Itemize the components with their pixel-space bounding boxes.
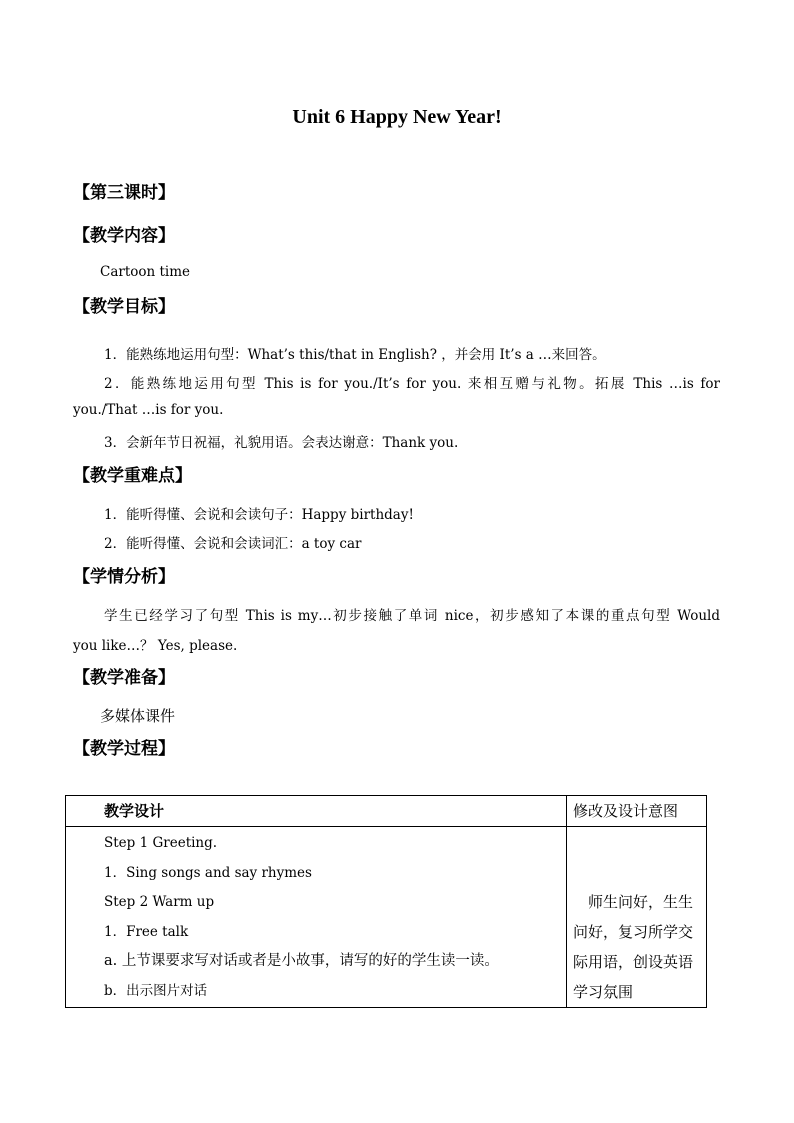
header-notes: 修改及设计意图 (567, 796, 707, 827)
goal-line-2: 2．能熟练地运用句型 This is for you./It’s for you. 来相互赠与礼物。拓展 This …is for (104, 376, 720, 392)
process-table (65, 795, 707, 1008)
prep-text: 多媒体课件 (100, 707, 176, 725)
section-process-heading: 【教学过程】 (73, 739, 175, 759)
notes-cell (567, 827, 707, 1008)
header-design: 教学设计 (66, 796, 567, 827)
goal-line-2-cont: you./That …is for you. (73, 402, 224, 418)
document-title: Unit 6 Happy New Year! (292, 106, 502, 128)
design-line: 1．Sing songs and say rhymes (104, 864, 312, 881)
design-cell (66, 827, 567, 1008)
goal-line-1: 1．能熟练地运用句型：What’s this/that in English? ，并会用 It’s a …来回答。 (104, 347, 606, 363)
section-content-heading: 【教学内容】 (73, 226, 175, 246)
section-lesson-heading: 【第三课时】 (73, 183, 175, 203)
key-point-2: 2．能听得懂、会说和会读词汇：a toy car (104, 536, 362, 552)
content-text: Cartoon time (100, 264, 191, 280)
section-key-heading: 【教学重难点】 (73, 466, 192, 486)
design-line: b．出示图片对话 (104, 982, 208, 999)
section-goals-heading: 【教学目标】 (73, 297, 175, 317)
section-prep-heading: 【教学准备】 (73, 668, 175, 688)
analysis-line-1: 学生已经学习了句型 This is my…初步接触了单词 nice，初步感知了本课的重点句型 Would (104, 608, 720, 624)
table-header-row (66, 796, 707, 827)
key-point-1: 1．能听得懂、会说和会读句子：Happy birthday! (104, 507, 414, 523)
design-line: a. 上节课要求写对话或者是小故事，请写的好的学生读一读。 (104, 953, 499, 969)
analysis-line-2: you like…？ Yes, please. (73, 638, 238, 654)
design-line: Step 2 Warm up (104, 894, 215, 910)
design-line: Step 1 Greeting. (104, 835, 218, 851)
table-row (66, 827, 707, 1008)
section-analysis-heading: 【学情分析】 (73, 567, 175, 587)
goal-line-3: 3．会新年节日祝福，礼貌用语。会表达谢意：Thank you. (104, 435, 459, 451)
design-line: 1．Free talk (104, 923, 189, 940)
notes-text: 师生问好，生生问好，复习所学交际用语，创设英语学习氛围 (573, 893, 694, 1001)
